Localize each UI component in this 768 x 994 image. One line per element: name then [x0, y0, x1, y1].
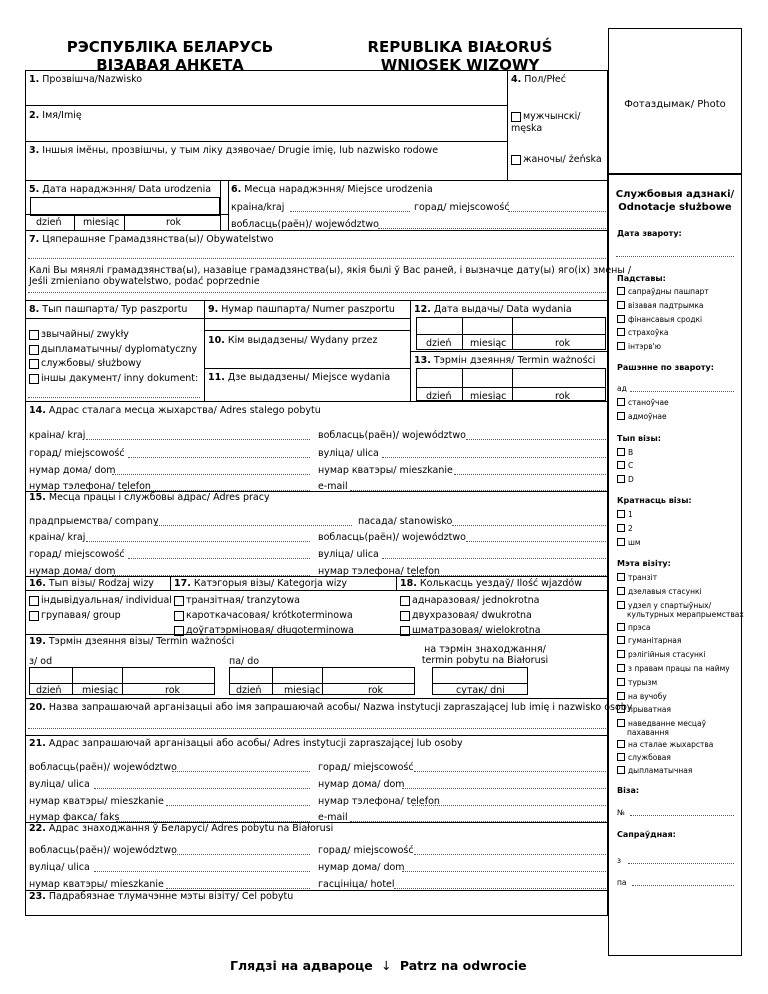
work-country-label: краіна/ kraj [29, 532, 86, 543]
field-visa-category-label: 17. Катэгорыя візы/ Kategorja wizy [174, 578, 347, 589]
stay-region-label: вобласць(раён)/ województwo [29, 845, 177, 856]
stay-city-label: горад/ miejscowość [318, 845, 414, 856]
dotted-line [156, 525, 352, 526]
checkbox-icon[interactable] [617, 587, 625, 595]
official-notes-title-2: Odnotacje służbowe [618, 202, 732, 213]
field-issued-by-label: 10. Кім выдадзены/ Wydany przez [208, 335, 378, 346]
purpose-tourism: турызм [617, 678, 657, 687]
visa-to-month-label: miesiąc [284, 685, 321, 696]
entries-double-label: двухразовая/ dwukrotna [412, 610, 532, 621]
purpose-graves-cont: пахавання [627, 728, 669, 737]
field-issued-where-label: 11. Дзе выдадзены/ Miejsce wydania [208, 372, 391, 383]
dotted-line [454, 474, 606, 475]
work-city-label: горад/ miejscowość [29, 549, 125, 560]
divider [25, 214, 228, 215]
valid-from-label: з [617, 856, 621, 865]
purpose-graves: наведванне месцаў [617, 719, 706, 728]
field-sex-label: 4. Пол/Płeć [511, 74, 566, 85]
turn-over-by: Глядзі на адвароце [230, 958, 373, 973]
validity-from-label: з/ od [29, 656, 53, 667]
work-house-label: нумар дома/ dom [29, 566, 116, 577]
stay-length-label-1: на тэрмін знаходжання/ [424, 644, 546, 655]
prev-citizenship-line2: Jeśli zmieniano obywatelstwo, podać poprzednie [29, 276, 260, 287]
home-phone-label: нумар тэлефона/ telefon [29, 481, 151, 492]
divider [462, 368, 463, 401]
checkbox-icon[interactable] [617, 705, 625, 713]
stay-hotel-label: гасцініца/ hotel [318, 879, 395, 890]
stay-flat-label: нумар кватэры/ mieszkanie [29, 879, 164, 890]
passport-service-label: службовы/ służbowy [41, 358, 142, 369]
visa-from-day-label: dzień [36, 685, 62, 696]
checkbox-icon[interactable] [617, 692, 625, 700]
divider [322, 667, 323, 695]
dotted-line [28, 728, 606, 729]
dotted-line [94, 871, 310, 872]
dotted-line [508, 211, 606, 212]
title-belarusian [40, 38, 300, 74]
visa-from-year-label: rok [165, 685, 181, 696]
purpose-humanitarian: гуманітарная [617, 636, 681, 645]
passport-other-label: іншы дакумент/ inny dokument: [41, 373, 199, 384]
checkbox-icon[interactable] [617, 623, 625, 631]
entries-single-label: аднаразовая/ jednokrotna [412, 595, 540, 606]
ground-passport: сапраўдны пашпарт [617, 287, 709, 296]
dotted-line [466, 541, 606, 542]
dotted-line [94, 788, 310, 789]
issue-year-label: rok [555, 338, 571, 349]
dotted-line [630, 815, 734, 816]
home-email-label: e-mail [318, 481, 348, 492]
divider [25, 634, 608, 635]
dotted-line [412, 805, 606, 806]
checkbox-icon[interactable] [617, 719, 625, 727]
purpose-sport-cont: культурных мерапрыемствах [627, 610, 744, 619]
visa-official-label: Віза: [617, 786, 640, 795]
purpose-business: дзелавыя стасункі [617, 587, 702, 596]
title-polish [330, 38, 590, 74]
checkbox-icon[interactable] [617, 573, 625, 581]
purpose-work: з правам працы па найму [617, 664, 730, 673]
issue-month-label: miesiąc [470, 338, 507, 349]
ground-visa-support: візавая падтрымка [617, 301, 704, 310]
divider [272, 667, 273, 695]
dotted-line [414, 771, 606, 772]
field-purpose-label: 23. Падрабязнае тлумачэнне мэты візіту/ Cel pobytu [29, 891, 294, 902]
checkbox-icon[interactable] [617, 328, 625, 336]
divider [512, 317, 513, 350]
validity-to-label: па/ do [229, 656, 260, 667]
home-street-label: вуліца/ ulica [318, 448, 379, 459]
divider [410, 351, 608, 352]
turn-over-pl: Patrz na odwrocie [399, 958, 527, 973]
divider [25, 318, 410, 319]
title-by-line1: РЭСПУБЛІКА БЕЛАРУСЬ [66, 38, 274, 56]
field-birth-place-label: 6. Месца нараджэння/ Miejsce urodzenia [231, 184, 433, 195]
visa-short-term-checkbox[interactable] [174, 611, 184, 621]
dotted-line [402, 871, 606, 872]
divider [416, 334, 606, 335]
dotted-line [86, 439, 310, 440]
birth-month-label: miesiąc [83, 217, 120, 228]
field-name-label: 2. Імя/Imię [29, 110, 82, 121]
inviting-region-label: вобласць(раён)/ województwo [29, 762, 177, 773]
divider [204, 330, 410, 331]
mult-1: 1 [617, 510, 633, 519]
dotted-line [86, 541, 310, 542]
checkbox-icon[interactable] [617, 315, 625, 323]
visa-to-year-label: rok [368, 685, 384, 696]
visa-short-term-label: кароткачасовая/ krótkoterminowa [186, 610, 353, 621]
birth-day-label: dzień [36, 217, 62, 228]
checkbox-icon[interactable] [617, 301, 625, 309]
work-phone-label: нумар тэлефона/ telefon [318, 566, 440, 577]
dotted-line [166, 805, 310, 806]
divider [204, 300, 205, 401]
visa-group-label: групавая/ group [41, 610, 121, 621]
stay-house-label: нумар дома/ dom [318, 862, 405, 873]
dotted-line [630, 391, 734, 392]
purpose-permanent: на сталае жыхарства [617, 740, 713, 749]
passport-diplomatic-label: дыпламатычны/ dyplomatyczny [41, 344, 198, 355]
visa-individual-checkbox[interactable] [29, 596, 39, 606]
home-country-label: краіна/ kraj [29, 430, 86, 441]
birth-city-label: горад/ miejscowość [414, 202, 510, 213]
field-inviting-address-label: 21. Адрас запрашаючай арганізацыі або асобы/ Adres instytucji zapraszającej lub osoby [29, 738, 463, 749]
field-validity-label: 13. Тэрмін дзеяння/ Termin ważności [414, 355, 596, 366]
work-company-label: прадпрыемства/ company [29, 516, 159, 527]
checkbox-icon[interactable] [617, 461, 625, 469]
divider [25, 590, 608, 591]
dotted-line [382, 457, 606, 458]
entries-single-checkbox[interactable] [400, 596, 410, 606]
purpose-press: прэса [617, 623, 651, 632]
divider [25, 576, 608, 577]
dotted-line [382, 558, 606, 559]
dotted-line [290, 211, 410, 212]
grounds-label: Падставы: [617, 274, 666, 283]
dotted-line [166, 888, 310, 889]
sex-male-checkbox[interactable] [511, 112, 521, 122]
sex-female-checkbox[interactable] [511, 155, 521, 165]
dotted-line [452, 525, 606, 526]
home-city-label: горад/ miejscowość [29, 448, 125, 459]
dotted-line [112, 474, 310, 475]
purpose-religious: рэлігійныя стасункі [617, 650, 706, 659]
stay-length-label-2: termin pobytu na Białorusi [421, 655, 549, 666]
divider [416, 387, 606, 388]
sex-male-label-pl: męska [511, 123, 543, 134]
photo-label: Фотаздымак/ Photo [624, 99, 726, 110]
field-issue-date-label: 12. Дата выдачы/ Data wydania [414, 304, 572, 315]
birth-region-label: вобласць(раён)/ województwo [231, 219, 379, 230]
divider [25, 401, 608, 402]
field-home-address-label: 14. Адрас сталага месца жыхарства/ Adres stalego pobytu [29, 405, 321, 416]
dotted-line [28, 397, 200, 398]
divider [25, 300, 608, 301]
field-visa-validity-label: 19. Тэрмін дзеяння візы/ Termin ważności [29, 636, 235, 647]
stay-days-label: сутак/ dni [456, 685, 505, 696]
sex-female-label: жаночы/ żeńska [523, 154, 602, 165]
passport-service-checkbox[interactable] [29, 359, 39, 369]
inviting-street-label: вуліца/ ulica [29, 779, 90, 790]
stay-street-label: вуліца/ ulica [29, 862, 90, 873]
validity-day-label: dzień [426, 391, 452, 402]
visa-transit-checkbox[interactable] [174, 596, 184, 606]
inviting-flat-label: нумар кватэры/ mieszkanie [29, 796, 164, 807]
purpose-sport: удзел у спартыўных/ [617, 601, 711, 610]
dotted-line [414, 854, 606, 855]
field-work-address-label: 15. Месца працы і службовы адрас/ Adres pracy [29, 492, 270, 503]
multiplicity-label: Кратнасць візы: [617, 496, 692, 505]
valid-official-label: Сапраўдная: [617, 830, 676, 839]
divider [220, 180, 221, 230]
passport-regular-label: звычайны/ zwykły [41, 329, 129, 340]
field-surname-label: 1. Прозвішча/Nazwisko [29, 74, 143, 85]
birth-year-label: rok [166, 217, 182, 228]
dotted-line [172, 854, 310, 855]
divider [25, 698, 608, 699]
field-visa-type-label: 16. Тып візы/ Rodzaj wizy [29, 578, 154, 589]
divider [507, 70, 508, 180]
official-notes-title [608, 188, 742, 214]
checkbox-icon[interactable] [617, 524, 625, 532]
passport-other-checkbox[interactable] [29, 374, 39, 384]
purpose-transit: транзіт [617, 573, 657, 582]
ground-insurance: страхоўка [617, 328, 668, 337]
turn-over-note [230, 958, 527, 973]
divider [122, 667, 123, 695]
decision-label: Рашэнне по звароту: [617, 363, 714, 372]
visa-group-checkbox[interactable] [29, 611, 39, 621]
dotted-line [616, 256, 734, 257]
issue-day-label: dzień [426, 338, 452, 349]
purpose-official-label: Мэта візіту: [617, 559, 671, 568]
checkbox-icon[interactable] [617, 538, 625, 546]
field-entries-label: 18. Колькасць уездаў/ Ilość wjazdów [400, 578, 582, 589]
inviting-city-label: горад/ miejscowość [318, 762, 414, 773]
mult-2: 2 [617, 524, 633, 533]
ground-funds: фінансавыя сродкі [617, 315, 702, 324]
dotted-line [28, 258, 606, 259]
dotted-line [394, 888, 606, 889]
home-flat-label: нумар кватэры/ mieszkanie [318, 465, 453, 476]
dotted-line [172, 771, 310, 772]
visa-type-c: C [617, 461, 633, 470]
checkbox-icon[interactable] [617, 475, 625, 483]
checkbox-icon[interactable] [617, 678, 625, 686]
birth-country-label: краіна/kraj [231, 202, 285, 213]
checkbox-icon[interactable] [617, 287, 625, 295]
checkbox-icon[interactable] [617, 650, 625, 658]
mult-many: шм [617, 538, 641, 547]
checkbox-icon[interactable] [617, 740, 625, 748]
field-birth-date-label: 5. Дата нараджэння/ Data urodzenia [29, 184, 212, 195]
checkbox-icon[interactable] [617, 448, 625, 456]
divider [72, 667, 73, 695]
checkbox-icon[interactable] [617, 636, 625, 644]
divider [204, 368, 410, 369]
divider [124, 214, 125, 230]
field-citizenship-label: 7. Цяперашняе Грамадзянства(ы)/ Obywatelstwo [29, 234, 274, 245]
validity-month-label: miesiąc [470, 391, 507, 402]
checkbox-icon[interactable] [617, 412, 625, 420]
work-street-label: вуліца/ ulica [318, 549, 379, 560]
checkbox-icon[interactable] [617, 601, 625, 609]
dotted-line [128, 558, 310, 559]
entries-double-checkbox[interactable] [400, 611, 410, 621]
validity-year-label: rok [555, 391, 571, 402]
field-other-names-label: 3. Іншыя імёны, прозвішчы, у тым ліку дзявочае/ Drugie imię, lub nazwisko rodowe [29, 145, 439, 156]
purpose-service: службовая [617, 753, 671, 762]
visa-type-d: D [617, 475, 634, 484]
checkbox-icon[interactable] [617, 766, 625, 774]
dotted-line [378, 228, 606, 229]
divider [25, 141, 507, 142]
passport-regular-checkbox[interactable] [29, 330, 39, 340]
checkbox-icon[interactable] [617, 510, 625, 518]
divider [74, 214, 75, 230]
dotted-line [128, 457, 310, 458]
inviting-phone-label: нумар тэлефона/ telefon [318, 796, 440, 807]
inviting-fax-label: нумар факса/ faks [29, 812, 120, 823]
field-passport-type-label: 8. Тып пашпарта/ Typ paszportu [29, 304, 188, 315]
field-passport-number-label: 9. Нумар пашпарта/ Numer paszportu [208, 304, 395, 315]
ground-interview: інтэрв'ю [617, 342, 661, 351]
visa-type-b: B [617, 448, 633, 457]
decision-date-label: ад [617, 384, 627, 393]
work-position-label: пасада/ stanowisko [358, 516, 453, 527]
visa-long-term-label: доўгатэрміновая/ długoterminowa [186, 625, 354, 636]
work-region-label: вобласць(раён)/ województwo [318, 532, 466, 543]
decision-negative: адмоўнае [617, 412, 667, 421]
divider [25, 230, 608, 231]
divider [170, 576, 171, 590]
field-stay-address-label: 22. Адрас знаходжання ў Беларусі/ Adres pobytu na Białorusi [29, 823, 334, 834]
dotted-line [628, 863, 734, 864]
visa-number-label: № [617, 808, 625, 817]
official-notes-title-1: Службовыя адзнакі/ [615, 189, 735, 200]
inviting-house-label: нумар дома/ dom [318, 779, 405, 790]
prev-citizenship-line1: Калі Вы мянялі грамадзянства(ы), назавіце грамадзянства(ы), якія былі ў Вас раней, і вызначце дату(ы) яго(іх) змены / [29, 265, 632, 276]
divider [462, 317, 463, 350]
checkbox-icon[interactable] [617, 753, 625, 761]
title-pl-line1: REPUBLIKA BIAŁORUŚ [367, 38, 553, 56]
divider [25, 180, 608, 181]
visa-individual-label: індывідуальная/ individual [41, 595, 172, 606]
dotted-line [466, 439, 606, 440]
passport-diplomatic-checkbox[interactable] [29, 345, 39, 355]
purpose-study: на вучобу [617, 692, 667, 701]
purpose-private: прыватная [617, 705, 671, 714]
field-inviting-party-label: 20. Назва запрашаючай арганізацыі або імя запрашаючай асобы/ Nazwa instytucji zapraszającej lub imię i nazwisko osoby [29, 702, 633, 713]
inviting-email-label: e-mail [318, 812, 348, 823]
home-house-label: нумар дома/ dom [29, 465, 116, 476]
valid-to-label: па [617, 878, 627, 887]
divider [25, 105, 507, 106]
title-pl-line2: WNIOSEK WIZOWY [380, 56, 540, 74]
title-by-line2: ВІЗАВАЯ АНКЕТА [96, 56, 244, 74]
dotted-line [402, 788, 606, 789]
visa-type-official-label: Тып візы: [617, 434, 661, 443]
checkbox-icon[interactable] [617, 398, 625, 406]
dotted-line [28, 292, 606, 293]
checkbox-icon[interactable] [617, 342, 625, 350]
divider [512, 368, 513, 401]
home-region-label: вобласць(раён)/ województwo [318, 430, 466, 441]
divider [228, 180, 229, 230]
visa-to-day-label: dzień [236, 685, 262, 696]
visa-transit-label: транзітная/ tranzytowa [186, 595, 300, 606]
sex-male-label: мужчынскі/ [523, 111, 581, 122]
return-date-label: Дата звароту: [617, 229, 682, 238]
divider [25, 735, 608, 736]
divider [432, 683, 528, 684]
checkbox-icon[interactable] [617, 664, 625, 672]
entries-multiple-label: шматразовая/ wielokrotna [412, 625, 541, 636]
decision-positive: станоўчае [617, 398, 669, 407]
visa-from-month-label: miesiąc [82, 685, 119, 696]
divider [396, 576, 397, 590]
dotted-line [632, 885, 734, 886]
purpose-diplomatic: дыпламатычная [617, 766, 692, 775]
arrow-down-icon: ↓ [381, 958, 392, 973]
